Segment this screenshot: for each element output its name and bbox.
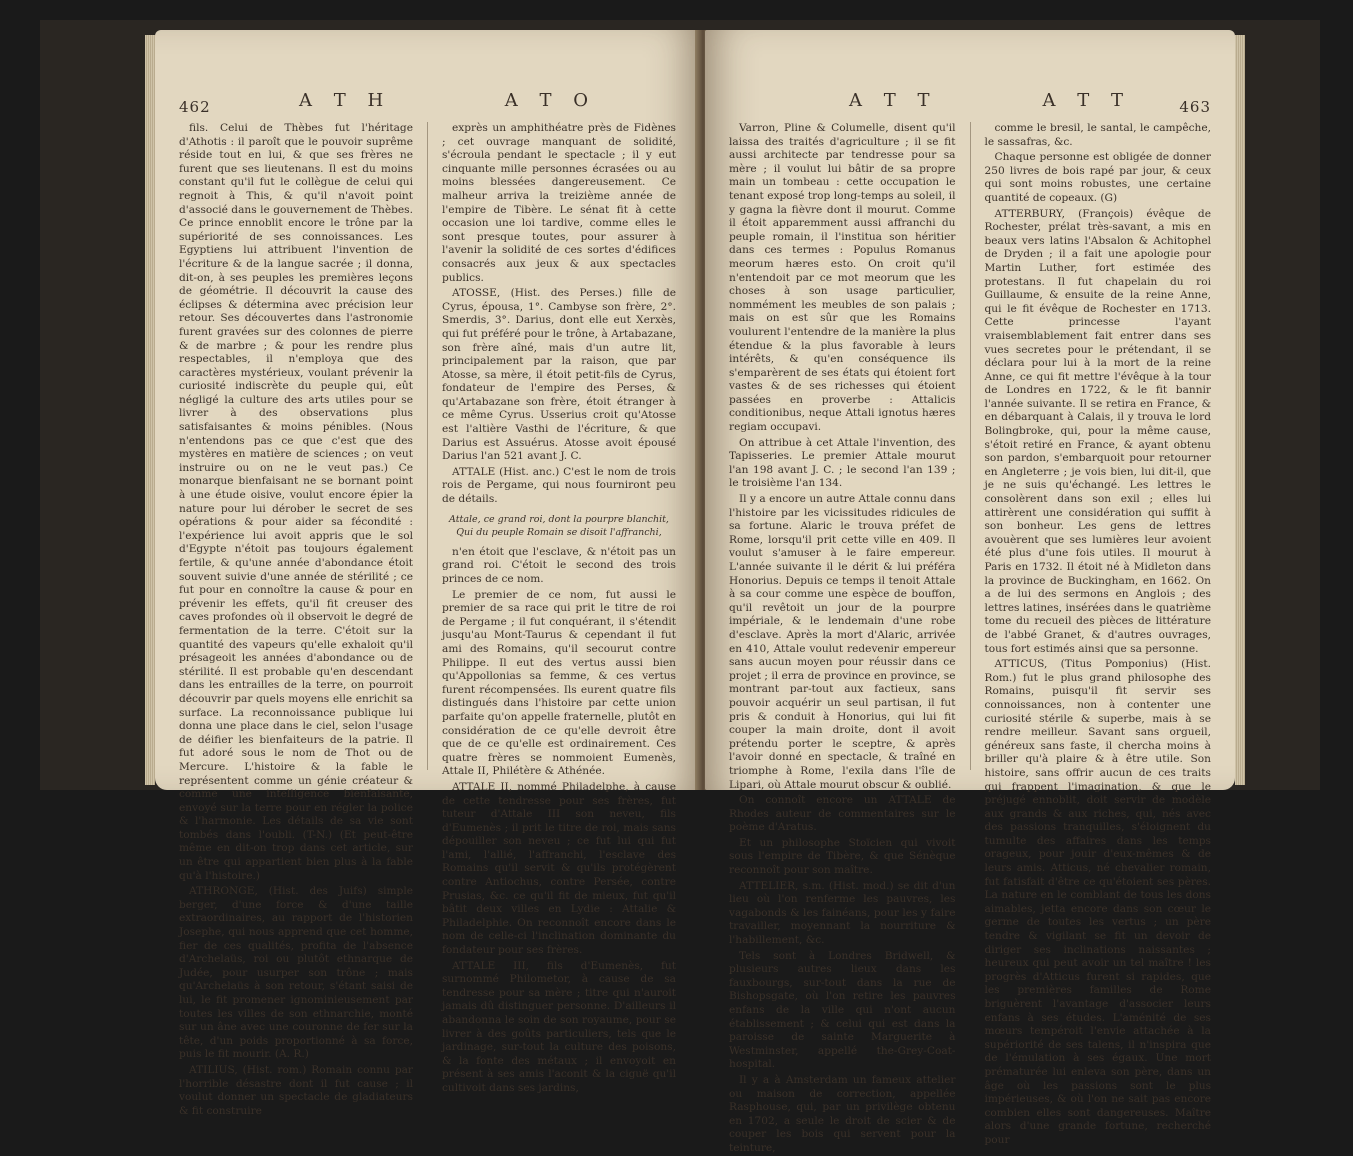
- paragraph: Et un philosophe Stoïcien qui vivoit sous l'empire de Tibère, & que Sénèque reconnoît pour son maître.: [729, 836, 956, 877]
- verse-quote: Attale, ce grand roi, dont la pourpre blanchit, Qui du peuple Romain se disoit l'affranchi,: [449, 513, 669, 539]
- page-number: 463: [1179, 98, 1211, 116]
- column-divider: [427, 122, 428, 770]
- running-head: A T H: [299, 90, 392, 111]
- paragraph: Tels sont à Londres Bridwell, & plusieurs autres lieux dans les fauxbourgs, sur-tout dans la rue de Bishopsgate, où l'on retire les pauvres enfans de la ville qui n'ont aucun établissement ; & celui qui est dans la paroisse de sainte Marguerite à Westminster, appellé the-Grey-Coat-hospital.: [729, 949, 956, 1071]
- column-divider: [970, 122, 971, 770]
- paragraph: ATTALE III, fils d'Eumenès, fut surnommé Philometor, à cause de sa tendresse pour sa mère ; titre qui n'auroit jamais dû distinguer personne. D'ailleurs il abandonna le soin de son royaume, pour se livrer à des goûts particuliers, tels que le jardinage, sur-tout la culture des poisons, & la fonte des métaux ; il envoyoit en présent à ses amis l'aconit & la ciguë qu'il cultivoit dans ses jardins,: [442, 959, 676, 1094]
- right-page-header: [729, 90, 1211, 120]
- paragraph: comme le bresil, le santal, le campêche, le sassafras, &c.: [984, 122, 1211, 148]
- page-number: 462: [179, 98, 211, 116]
- paragraph: Il y a à Amsterdam un fameux attelier ou maison de correction, appellée Rasphouse, qui, par un privilège obtenu en 1702, a seule le droit de scier & de couper les bois qui servent pour la teinture,: [729, 1073, 956, 1154]
- open-book: [40, 20, 1320, 1154]
- running-head: A T O: [504, 90, 596, 111]
- text-column: [179, 122, 413, 1117]
- right-page: [705, 30, 1235, 1154]
- left-page-columns: [179, 122, 676, 1117]
- paragraph: exprès un amphithéatre près de Fidènes ; cet ouvrage manquant de solidité, s'écroula pendant le spectacle ; il y eut cinquante mille personnes écrasées ou au moins blessées dangereusement. Ce malheur arriva la treizième année de l'empire de Tibère. Le sénat fit à cette occasion une loi tardive, comme elles le sont presque toutes, pour assurer à l'avenir la solidité de ces sortes d'édifices consacrés aux jeux & aux spectacles publics.: [442, 122, 676, 284]
- paragraph: ATTERBURY, (François) évêque de Rochester, prélat très-savant, a mis en beaux vers latins l'Absalon & Achitophel de Dryden ; il a fait une apologie pour Martin Luther, fort estimée des protestans. Il fut chapelain du roi Guillaume, & ensuite de la reine Anne, qui le fit évêque de Rochester en 1713. Cette princesse l'ayant vraisemblablement fait entrer dans ses vues secretes pour le prétendant, il se déclara pour lui à la mort de la reine Anne, ce qui fit mettre l'évêque à la tour de Londres en 1722, & le fit bannir l'année suivante. Il se retira en France, & en débarquant à Calais, il y trouva le lord Bolingbroke, qui, pour la même cause, s'étoit retiré en France, & ayant obtenu son pardon, s'embarquoit pour retourner en Angleterre ; je vois bien, lui dit-il, que je ne suis qu'échangé. Les lettres le consolèrent dans son exil ; elles lui attirèrent une considération qui suffit à son bonheur. Les gens de lettres avouèrent que ses lumières leur avoient été plus d'une fois utiles. Il mourut à Paris en 1732. Il étoit né à Midleton dans la province de Buckingham, en 1662. On a de lui des sermons en Anglois ; des lettres latines, insérées dans le quatrième tome du recueil des pièces de littérature de l'abbé Granet, & d'autres ouvrages, tous fort estimés ainsi que sa personne.: [984, 207, 1211, 655]
- paragraph: Chaque personne est obligée de donner 250 livres de bois rapé par jour, & ceux qui sont moins robustes, une certaine quantité de copeaux. (G): [984, 151, 1211, 204]
- paragraph: ATOSSE, (Hist. des Perses.) fille de Cyrus, épousa, 1°. Cambyse son frère, 2°. Smerdis, 3°. Darius, dont elle eut Xerxès, qui fut préféré pour le trône, à Artabazane, son frère aîné, mais d'un autre lit, principalement par la raison, que par Atosse, sa mère, il étoit petit-fils de Cyrus, fondateur de l'empire des Perses, & qu'Artabazane son frère, étoit étranger à ce même Cyrus. Usserius croit qu'Atosse est l'altière Vasthi de l'écriture, & que Darius est Assuérus. Atosse avoit épousé Darius l'an 521 avant J. C.: [442, 287, 676, 463]
- text-column: [984, 122, 1212, 1146]
- running-head: A T T: [849, 90, 938, 111]
- paragraph: Le premier de ce nom, fut aussi le premier de sa race qui prit le titre de roi de Pergame ; il fut conquérant, il s'étendit jusqu'au Mont-Taurus & cependant il fut ami des Romains, qu'il secourut contre Philippe. Il eut des vertus aussi bien qu'Appollonias sa femme, & ces vertus furent récompensées. Ils eurent quatre fils distingués dans l'histoire par cette union parfaite qu'on appelle fraternelle, plutôt en considération de ce qu'elle devroit être que de ce qu'elle est ordinairement. Ces quatre frères se nommoient Eumenès, Attale II, Philétère & Athénée.: [442, 588, 676, 778]
- paragraph: fils. Celui de Thèbes fut l'héritage d'Athotis : il paroît que le pouvoir suprême réside tout en lui, & que ses frères ne furent que ses lieutenans. Il est du moins constant qu'il fut le collègue de celui qui regnoit à This, & qu'il n'avoit point d'associé dans le gouvernement de Thèbes. Ce prince ennoblit encore le trône par la supériorité de ses connoissances. Les Egyptiens lui attribuent l'invention de l'écriture & de la langue sacrée ; il donna, dit-on, à ses peuples les premières leçons de géométrie. Il découvrit la cause des éclipses & détermina avec précision leur retour. Ses découvertes dans l'astronomie furent gravées sur des colonnes de pierre & de marbre ; & pour les rendre plus respectables, il n'employa que des caractères mystérieux, voulant prévenir la curiosité indiscrète du peuple qui, eût négligé la culture des arts utiles pour se livrer à des observations plus satisfaisantes & moins pénibles. (Nous n'entendons pas ce que c'est que des mystères en matière de sciences ; on veut instruire ou on ne le veut pas.) Ce monarque bienfaisant ne se bornant point à une étude oisive, voulut encore épier la nature pour lui dérober le secret de ses opérations & pour aider sa fécondité : l'expérience lui avoit appris que le sol d'Egypte n'étoit pas toujours également fertile, & qu'une année d'abondance étoit souvent suivie d'une année de stérilité ; ce fut pour en connoître la cause & pour en prévenir les effets, qu'il fit creuser des caves profondes où il observoit le degré de fermentation de la terre. C'étoit sur la quantité des vapeurs qu'elle exhaloit qu'il présageoit les années d'abondance ou de stérilité. Il est probable qu'en descendant dans les entrailles de la terre, on pourroit découvrir par quels moyens elle enrichit sa surface. La reconnoissance publique lui donna une place dans le ciel, selon l'usage de déifier les bienfaiteurs de la patrie. Il fut adoré sous le nom de Thot ou de Mercure. L'histoire & la fable le représentent comme un génie créateur & comme une intelligence bienfaisante, envoyé sur la terre pour en régler la police & l'harmonie. Les détails de sa vie sont tombés dans l'oubli. (T-N.) (Et peut-être même en dit-on trop dans cet article, sur un être qui appartient bien plus à la fable qu'à l'histoire.): [179, 122, 413, 882]
- paragraph: ATTELIER, s.m. (Hist. mod.) se dit d'un lieu où l'on renferme les pauvres, les vagabonds & les fainéans, pour les y faire travailler, moyennant la nourriture & l'habillement, &c.: [729, 879, 956, 947]
- paragraph: Il y a encore un autre Attale connu dans l'histoire par les vicissitudes ridicules de sa fortune. Alaric le trouva préfet de Rome, lorsqu'il prit cette ville en 409. Il voulut s'amuser à le faire empereur. L'année suivante il le dérit & lui préféra Honorius. Depuis ce temps il tenoit Attale à sa cour comme une espèce de bouffon, qu'il revêtoit un jour de la pourpre impériale, & le lendemain d'une robe d'esclave. Après la mort d'Alaric, arrivée en 410, Attale voulut redevenir empereur sans aucun moyen pour réussir dans ce projet ; il erra de province en province, se montrant par-tout aux factieux, sans pouvoir acquérir un seul partisan, il fut pris & conduit à Honorius, qui lui fit couper la main droite, dont il avoit prétendu porter le sceptre, & après l'avoir donné en spectacle, & traîné en triomphe à Rome, l'exila dans l'île de Lipari, où Attale mourut obscur & oublié.: [729, 493, 956, 791]
- left-page-header: [179, 90, 676, 120]
- paragraph: ATTALE II, nommé Philadelphe, à cause de cette tendresse pour ses frères, fut tuteur d'Attale III son neveu, fils d'Eumenès ; il prit le titre de roi, mais sans dépouiller son neveu ; ce fut lui qui fut l'ami, l'allié, l'affranchi, l'esclave des Romains qu'il servit & qu'ils protégèrent contre Antiochus, contre Persée, contre Prusias, &c. ce qu'il fit de mieux, fut qu'il bâtit deux villes en Lydie : Attalie & Philadelphie. On reconnoît encore dans le nom de celle-ci l'inclination dominante du fondateur pour ses frères.: [442, 780, 676, 957]
- paragraph: n'en étoit que l'esclave, & n'étoit pas un grand roi. C'étoit le second des trois princes de ce nom.: [442, 545, 676, 585]
- paragraph: ATTALE (Hist. anc.) C'est le nom de trois rois de Pergame, qui nous fourniront peu de détails.: [442, 465, 676, 506]
- text-column: [442, 122, 676, 1094]
- paragraph: ATTICUS, (Titus Pomponius) (Hist. Rom.) fut le plus grand philosophe des Romains, puisqu'il fit servir ses connoissances, non à contenter une curiosité stérile & superbe, mais à se rendre meilleur. Savant sans orgueil, généreux sans faste, il chercha moins à briller qu'à plaire & à être utile. Son histoire, sans offrir aucun de ces traits qui frappent l'imagination, & que le préjugé ennoblit, doit servir de modèle aux grands & aux riches, qui, nés avec des passions tranquilles, s'éloignent du tumulte des affaires dans les temps orageux, pour jouir d'eux-mêmes & de leurs amis. Atticus, né chevalier romain, fut fatisfait d'être ce qu'étoient ses pères. La nature en le comblant de tous les dons aimables, jetta encore dans son cœur le germe de toutes les vertus ; un père tendre & vigilant se fit un devoir de diriger ses inclinations naissantes ; heureux qui peut avoir un tel maître ! les progrès d'Atticus furent si rapides, que les premières familles de Rome briguèrent l'avantage d'associer leurs enfans à ses études. L'aménité de ses mœurs tempéroit l'envie attachée à la supériorité de ses talens, il n'inspira que de l'émulation à ses égaux. Une mort prématurée lui enleva son père, dans un âge où les passions sont le plus impérieuses, & où l'on ne sait pas encore combien elles sont dangereuses. Maître alors d'une grande fortune, recherché pour: [984, 658, 1211, 1146]
- paragraph: ATHRONGE, (Hist. des Juifs) simple berger, d'une force & d'une taille extraordinaires, au rapport de l'historien Josephe, qui nous apprend que cet homme, fier de ces qualités, profita de l'absence d'Archelaüs, roi ou plutôt ethnarque de Judée, pour usurper son trône ; mais qu'Archelaüs à son retour, s'étant saisi de lui, le fit promener ignominieusement par toutes les villes de son ethnarchie, monté sur un âne avec une couronne de fer sur la tête, d'un poids proportionné à sa force, puis le fit mourir. (A. R.): [179, 885, 413, 1061]
- left-page: [155, 30, 700, 1117]
- running-head: A T T: [1042, 90, 1131, 111]
- paragraph: ATILIUS, (Hist. rom.) Romain connu par l'horrible désastre dont il fut cause ; il voulut donner un spectacle de gladiateurs & fit construire: [179, 1063, 413, 1117]
- paragraph: On connoît encore un ATTALE de Rhodes auteur de commentaires sur le poème d'Aratus.: [729, 794, 956, 834]
- right-page-columns: [729, 122, 1211, 1154]
- left-page-edges: [145, 35, 155, 785]
- paragraph: Varron, Pline & Columelle, disent qu'il laissa des traités d'agriculture ; il se fit aussi architecte par tendresse pour sa mère ; il voulut lui bâtir de sa propre main un tombeau : cette occupation le tenant exposé trop long-temps au soleil, il y gagna la fièvre dont il mourut. Comme il étoit apparemment aussi affranchi du peuple romain, il l'institua son héritier dans ces termes : Populus Romanus meorum hæres esto. On croit qu'il n'entendoit par ce mot meorum que les choses à son usage particulier, nommément les meubles de son palais ; mais on est sûr que les Romains voulurent l'entendre de la manière la plus étendue & la plus favorable à leurs intérêts, & qu'en conséquence ils s'emparèrent de ses états qui étoient fort vastes & de ses richesses qui étoient passées en proverbe : Attalicis conditionibus, neque Attali ignotus hæres regiam occupavi.: [729, 122, 956, 434]
- text-column: [729, 122, 956, 1154]
- paragraph: On attribue à cet Attale l'invention, des Tapisseries. Le premier Attale mourut l'an 198 avant J. C. ; le second l'an 139 ; le troisième l'an 134.: [729, 436, 956, 490]
- right-page-edges: [1235, 35, 1245, 785]
